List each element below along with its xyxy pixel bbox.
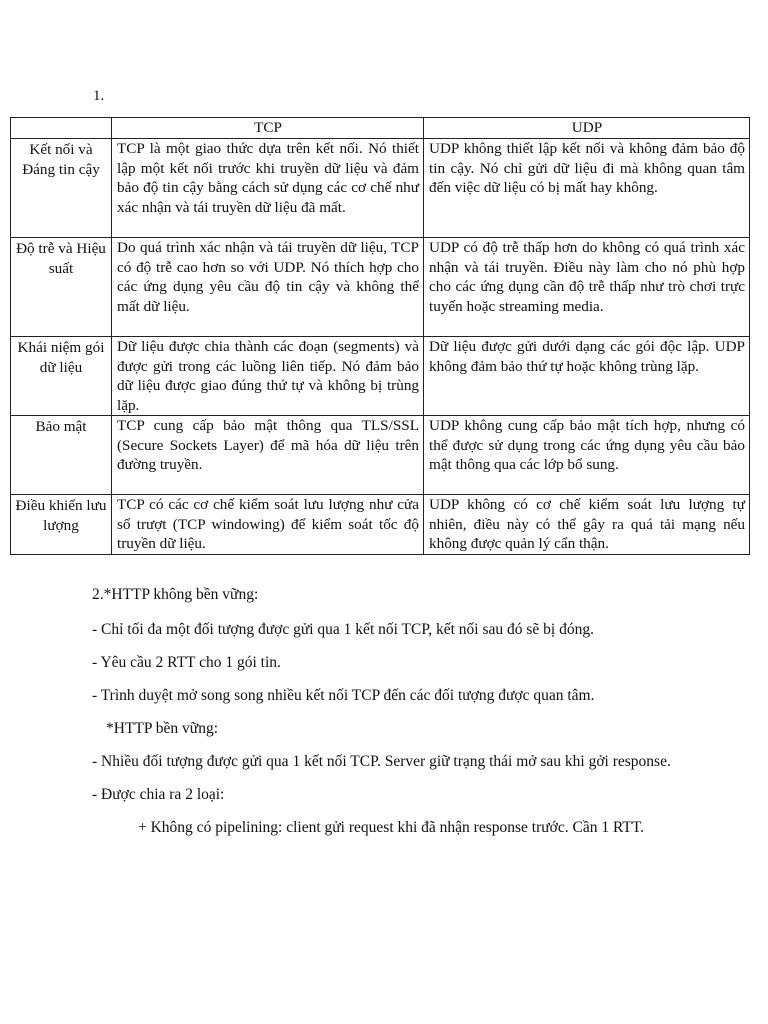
row-tcp-cell: TCP là một giao thức dựa trên kết nối. Nó thiết lập một kết nối trước khi truyền dữ liệu và đảm bảo độ tin cậy bằng cách sử dụng các cơ chế như xác nhận và tái truyền dữ liệu đã mất. — [112, 139, 424, 238]
list-item: - Yêu cầu 2 RTT cho 1 gói tin. — [92, 654, 281, 671]
nonpersistent-http-heading: 2.*HTTP không bền vững: — [92, 586, 259, 603]
row-tcp-cell: TCP cung cấp bảo mật thông qua TLS/SSL (Secure Sockets Layer) để mã hóa dữ liệu trên đường truyền. — [112, 416, 424, 495]
persistent-http-heading: *HTTP bền vững: — [106, 720, 219, 737]
table-row — [11, 337, 750, 416]
row-criterion: Điều khiển lưu lượng — [11, 495, 112, 555]
list-item: - Nhiều đối tượng được gửi qua 1 kết nối TCP. Server giữ trạng thái mở sau khi gởi response. — [92, 753, 671, 770]
row-tcp-cell: TCP có các cơ chế kiểm soát lưu lượng như cửa sổ trượt (TCP windowing) để kiểm soát tốc độ truyền dữ liệu. — [112, 495, 424, 555]
row-tcp-cell: Do quá trình xác nhận và tái truyền dữ liệu, TCP có độ trễ cao hơn so với UDP. Nó thích hợp cho các ứng dụng yêu cầu độ tin cậy và không thể mất dữ liệu. — [112, 238, 424, 337]
table-header-row — [11, 118, 750, 139]
section-2-text — [92, 584, 676, 850]
sub-list-item: + Không có pipelining: client gửi request khi đã nhận response trước. Cần 1 RTT. — [138, 819, 645, 836]
header-tcp: TCP — [112, 118, 424, 139]
row-udp-cell: UDP không cung cấp bảo mật tích hợp, nhưng có thể được sử dụng trong các ứng dụng yêu cầu bảo mật thông qua các lớp bổ sung. — [424, 416, 750, 495]
table-row — [11, 139, 750, 238]
row-udp-cell: Dữ liệu được gửi dưới dạng các gói độc lập. UDP không đảm bảo thứ tự hoặc không trùng lặp. — [424, 337, 750, 416]
row-udp-cell: UDP không có cơ chế kiểm soát lưu lượng tự nhiên, điều này có thể gây ra quá tải mạng nếu không được quản lý cẩn thận. — [424, 495, 750, 555]
row-udp-cell: UDP không thiết lập kết nối và không đảm bảo độ tin cậy. Nó chỉ gửi dữ liệu đi mà không quan tâm đến việc dữ liệu có bị mất hay không. — [424, 139, 750, 238]
list-item: - Trình duyệt mở song song nhiều kết nối TCP đến các đối tượng được quan tâm. — [92, 687, 595, 704]
list-item: - Chỉ tối đa một đối tượng được gửi qua 1 kết nối TCP, kết nối sau đó sẽ bị đóng. — [92, 621, 594, 638]
row-criterion: Độ trễ và Hiệu suất — [11, 238, 112, 337]
table-row — [11, 238, 750, 337]
row-criterion: Bảo mật — [11, 416, 112, 495]
row-tcp-cell: Dữ liệu được chia thành các đoạn (segments) và được gửi trong các luồng liên tiếp. Nó đảm bảo dữ liệu được giao đúng thứ tự và không bị trùng lặp. — [112, 337, 424, 416]
row-criterion: Kết nối và Đáng tin cậy — [11, 139, 112, 238]
tcp-udp-comparison-table — [10, 117, 750, 555]
table-row — [11, 416, 750, 495]
section-1-number: 1. — [93, 88, 105, 104]
row-criterion: Khái niệm gói dữ liệu — [11, 337, 112, 416]
row-udp-cell: UDP có độ trễ thấp hơn do không có quá trình xác nhận và tái truyền. Điều này làm cho nó phù hợp cho các ứng dụng cần độ trễ thấp như trò chơi trực tuyến hoặc streaming media. — [424, 238, 750, 337]
table-row — [11, 495, 750, 555]
header-criterion — [11, 118, 112, 139]
header-udp: UDP — [424, 118, 750, 139]
list-item: - Được chia ra 2 loại: — [92, 786, 225, 803]
